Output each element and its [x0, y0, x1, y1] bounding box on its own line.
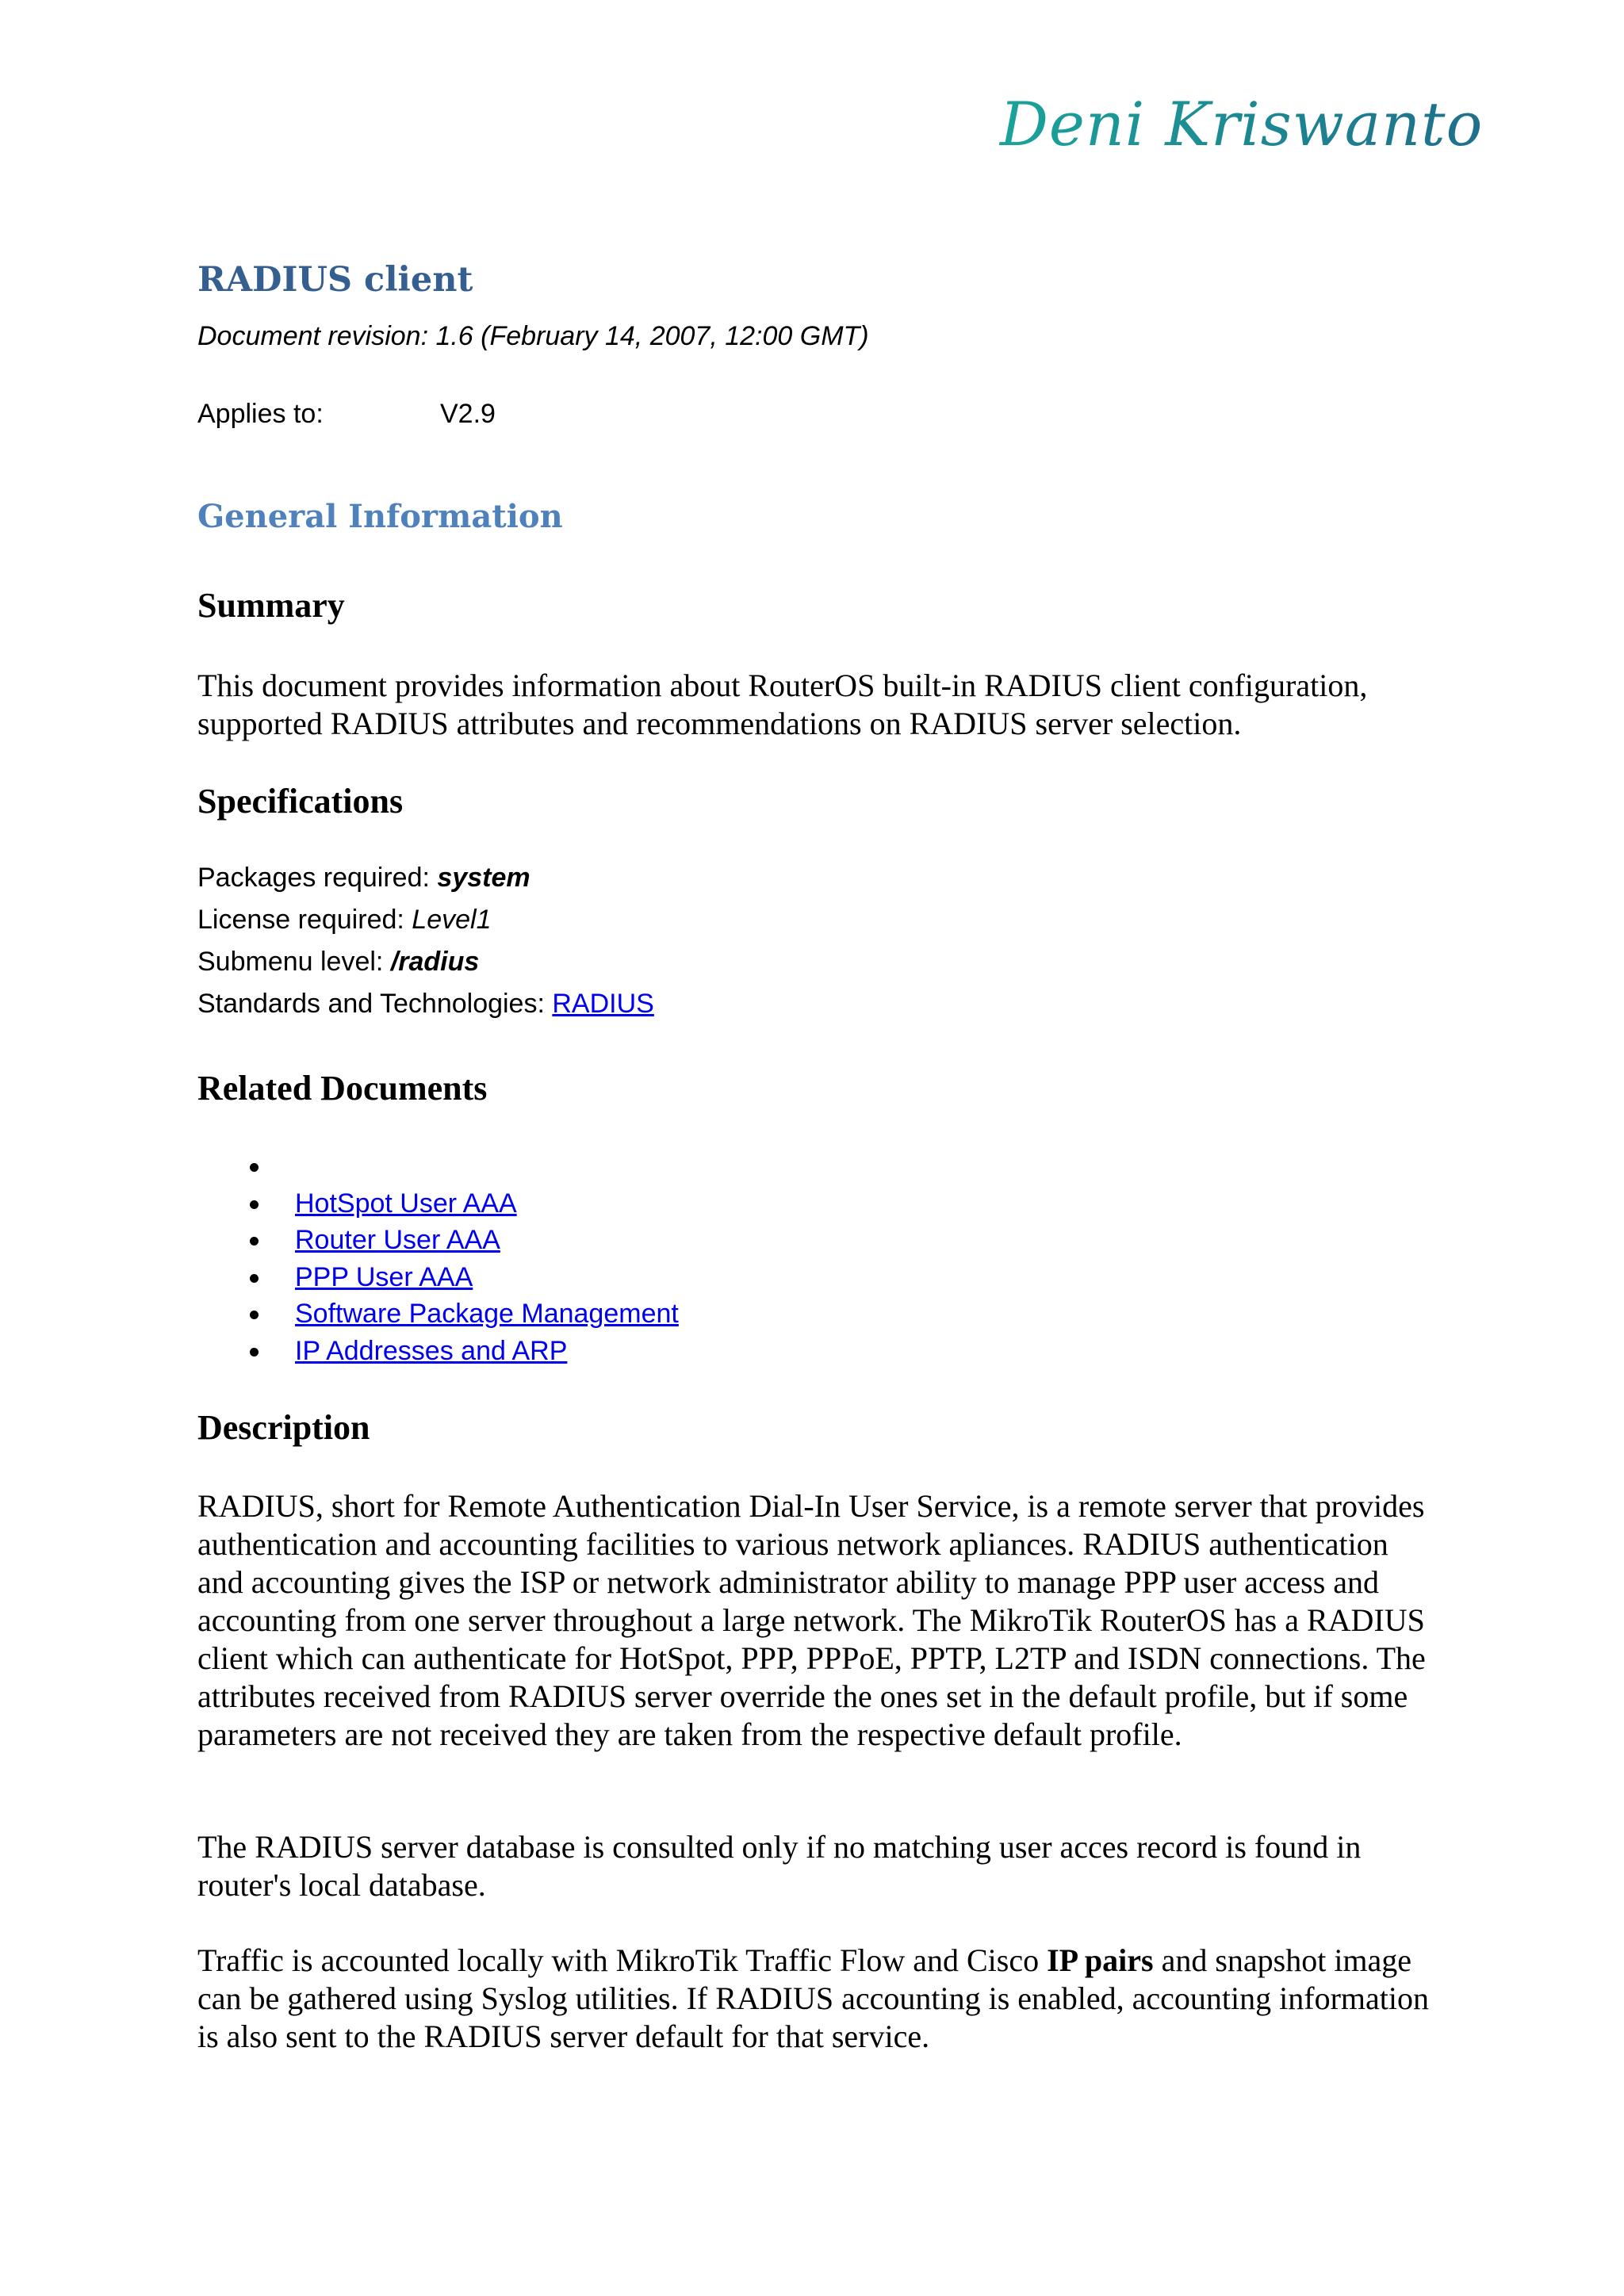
link-ip-addresses-and-arp[interactable]: IP Addresses and ARP — [295, 1335, 568, 1366]
heading-related-documents: Related Documents — [197, 1069, 488, 1108]
bullet-icon — [250, 1200, 259, 1209]
link-hotspot-user-aaa[interactable]: HotSpot User AAA — [295, 1188, 517, 1219]
heading-specifications: Specifications — [197, 782, 404, 821]
svg-text:Deni Kriswanto: Deni Kriswanto — [1000, 89, 1484, 159]
link-radius-standard[interactable]: RADIUS — [552, 989, 654, 1019]
spec-packages — [197, 863, 530, 894]
bullet-icon — [250, 1348, 259, 1357]
spec-standards — [197, 989, 654, 1020]
description-paragraph-1: RADIUS, short for Remote Authentication Dial-In User Service, is a remote server that provides authentication and accounting facilities to various network apliances. RADIUS authentication and accounting gives the ISP or network administrator ability to manage PPP user access and accounting from one server throughout a large network. The MikroTik RouterOS has a RADIUS client which can authenticate for HotSpot, PPP, PPPoE, PPTP, L2TP and ISDN connections. The attributes received from RADIUS server override the ones set in the default profile, but if some parameters are not received they are taken from the respective default profile. — [197, 1488, 1426, 1752]
link-software-package-management[interactable]: Software Package Management — [295, 1299, 679, 1329]
link-router-user-aaa[interactable]: Router User AAA — [295, 1225, 500, 1255]
document-title: RADIUS client — [197, 260, 473, 300]
bullet-icon — [250, 1274, 259, 1283]
applies-to — [197, 399, 496, 430]
bullet-icon — [250, 1163, 259, 1172]
bullet-icon — [250, 1237, 259, 1246]
spec-license-label: License required: — [197, 905, 412, 935]
spec-license — [197, 905, 491, 936]
related-documents-list — [197, 1148, 679, 1369]
spec-license-value: Level1 — [412, 905, 492, 935]
heading-description: Description — [197, 1408, 370, 1447]
applies-to-value: V2.9 — [440, 399, 496, 429]
description-paragraph-3 — [197, 1942, 1434, 2056]
spec-submenu-label: Submenu level: — [197, 947, 391, 977]
heading-summary: Summary — [197, 586, 345, 625]
bullet-icon — [250, 1311, 259, 1319]
spec-submenu-value: /radius — [390, 947, 480, 977]
link-ppp-user-aaa[interactable]: PPP User AAA — [295, 1261, 473, 1292]
spec-standards-label: Standards and Technologies: — [197, 989, 553, 1019]
list-item — [197, 1222, 679, 1259]
applies-to-label: Applies to: — [197, 399, 324, 429]
logo-signature — [995, 75, 1484, 186]
section-title-general-information: General Information — [197, 498, 563, 535]
list-item — [197, 1333, 679, 1370]
list-item — [197, 1295, 679, 1333]
list-item — [197, 1185, 679, 1223]
document-revision: Document revision: 1.6 (February 14, 2007, 12:00 GMT) — [197, 321, 869, 351]
summary-text: This document provides information about RouterOS built-in RADIUS client configuration, supported RADIUS attributes and recommendations on RADIUS server selection. — [197, 668, 1368, 741]
list-item — [197, 1259, 679, 1296]
spec-packages-label: Packages required: — [197, 863, 438, 893]
description-p3-bold: IP pairs — [1047, 1942, 1154, 1978]
spec-packages-value: system — [437, 863, 530, 893]
spec-submenu — [197, 947, 479, 978]
description-p3-start: Traffic is accounted locally with MikroTik Traffic Flow and Cisco — [197, 1942, 1048, 1978]
description-paragraph-2: The RADIUS server database is consulted only if no matching user acces record is found in router's local database. — [197, 1829, 1362, 1903]
list-item — [197, 1148, 679, 1185]
description-p3-end: and snapshot image can be gathered using Syslog utilities. If RADIUS accounting is enabled, accounting information is also sent to the RADIUS server default for that service. — [197, 1942, 1429, 2054]
